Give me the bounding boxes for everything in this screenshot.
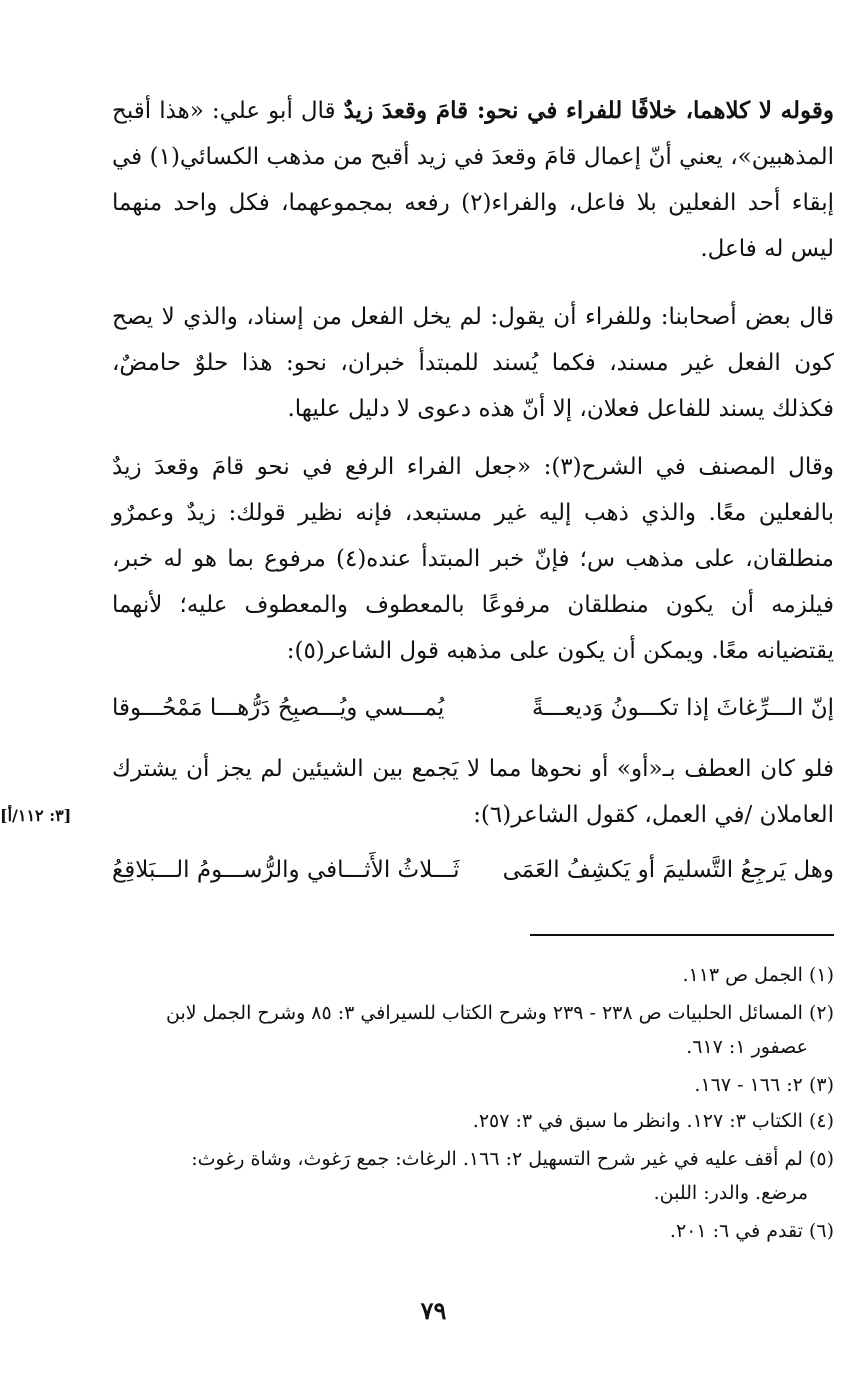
footnote-divider xyxy=(530,934,834,936)
verse-1-second-hemistich: يُمـــسي ويُـــصبِحُ دَرُّهـــا مَمْحُـــوقا xyxy=(112,695,445,721)
margin-reference: [٣: ١١٢/أ] xyxy=(0,806,72,825)
verse-2 xyxy=(112,850,834,890)
footnote-text-continued: عصفور ١: ٦١٧. xyxy=(686,1036,808,1058)
footnote-5 xyxy=(112,1142,834,1210)
verse-1-first-hemistich: إنّ الـــرِّغاثَ إذا تكـــونُ وَديعـــةً xyxy=(531,695,834,721)
paragraph-3 xyxy=(112,444,834,674)
footnote-4 xyxy=(112,1104,834,1138)
footnote-number: (٢) xyxy=(808,1002,834,1024)
paragraph-4 xyxy=(112,746,834,838)
footnote-text: الجمل ص ١١٣. xyxy=(682,964,803,986)
footnote-number: (٥) xyxy=(808,1148,834,1170)
verse-1 xyxy=(112,688,834,728)
page-number: ٧٩ xyxy=(420,1296,447,1325)
footnote-text: تقدم في ٦: ٢٠١. xyxy=(669,1220,803,1242)
footnote-3 xyxy=(112,1068,834,1102)
paragraph-1-bold-lead: وقوله لا كلاهما، خلافًا للفراء في نحو: قامَ وقعدَ زيدٌ xyxy=(343,97,834,124)
paragraph-4-text: فلو كان العطف بـ«أو» أو نحوها مما لا يَجمع بين الشيئين لم يجز أن يشترك العاملان /في العمل، كقول الشاعر(٦): xyxy=(112,756,834,828)
paragraph-1 xyxy=(112,88,834,272)
footnote-number: (١) xyxy=(808,964,834,986)
paragraph-1-text: قال أبو علي: «هذا أقبح المذهبين»، يعني أنّ إعمال قامَ وقعدَ في زيد أقبح من مذهب الكسائي(١) في إبقاء أحد الفعلين بلا فاعل، والفراء(٢) رفعه بمجموعهما، فكل واحد منهما ليس له فاعل. xyxy=(112,98,834,262)
footnote-text: المسائل الحلبيات ص ٢٣٨ - ٢٣٩ وشرح الكتاب للسيرافي ٣: ٨٥ وشرح الجمل لابن xyxy=(166,1002,803,1024)
footnote-text: ٢: ١٦٦ - ١٦٧. xyxy=(694,1074,803,1096)
footnote-number: (٦) xyxy=(808,1220,834,1242)
footnote-1 xyxy=(112,958,834,992)
verse-2-second-hemistich: ثَـــلاثُ الأَثـــافي والرُّســـومُ الـــبَلاقِعُ xyxy=(112,857,460,883)
footnote-6 xyxy=(112,1214,834,1248)
paragraph-2-text: قال بعض أصحابنا: وللفراء أن يقول: لم يخل الفعل من إسناد، والذي لا يصح كون الفعل غير مسند، فكما يُسند للمبتدأ خبران، نحو: هذا حلوٌ حامضٌ، فكذلك يسند للفاعل فعلان، إلا أنّ هذه دعوى لا دليل عليها. xyxy=(112,304,834,422)
footnote-2 xyxy=(112,996,834,1064)
footnote-number: (٣) xyxy=(808,1074,834,1096)
footnote-text: لم أقف عليه في غير شرح التسهيل ٢: ١٦٦. الرغاث: جمع رَغوث، وشاة رغوث: xyxy=(191,1148,803,1170)
paragraph-2 xyxy=(112,294,834,432)
footnote-text-continued: مرضع. والدر: اللبن. xyxy=(653,1182,808,1204)
footnote-text: الكتاب ٣: ١٢٧. وانظر ما سبق في ٣: ٢٥٧. xyxy=(472,1110,803,1132)
paragraph-3-text: وقال المصنف في الشرح(٣): «جعل الفراء الرفع في نحو قامَ وقعدَ زيدٌ بالفعلين معًا. والذي ذهب إليه غير مستبعد، فإنه نظير قولك: زيدٌ وعمرٌو منطلقان، على مذهب س؛ فإنّ خبر المبتدأ عنده(٤) مرفوع بما هو له خبر، فيلزمه أن يكون منطلقان مرفوعًا بالمعطوف والمعطوف عليه؛ لأنهما يقتضيانه معًا. ويمكن أن يكون على مذهبه قول الشاعر(٥): xyxy=(112,454,835,664)
verse-2-first-hemistich: وهل يَرجِعُ التَّسليمَ أو يَكشِفُ العَمَى xyxy=(502,857,834,883)
footnote-number: (٤) xyxy=(808,1110,834,1132)
